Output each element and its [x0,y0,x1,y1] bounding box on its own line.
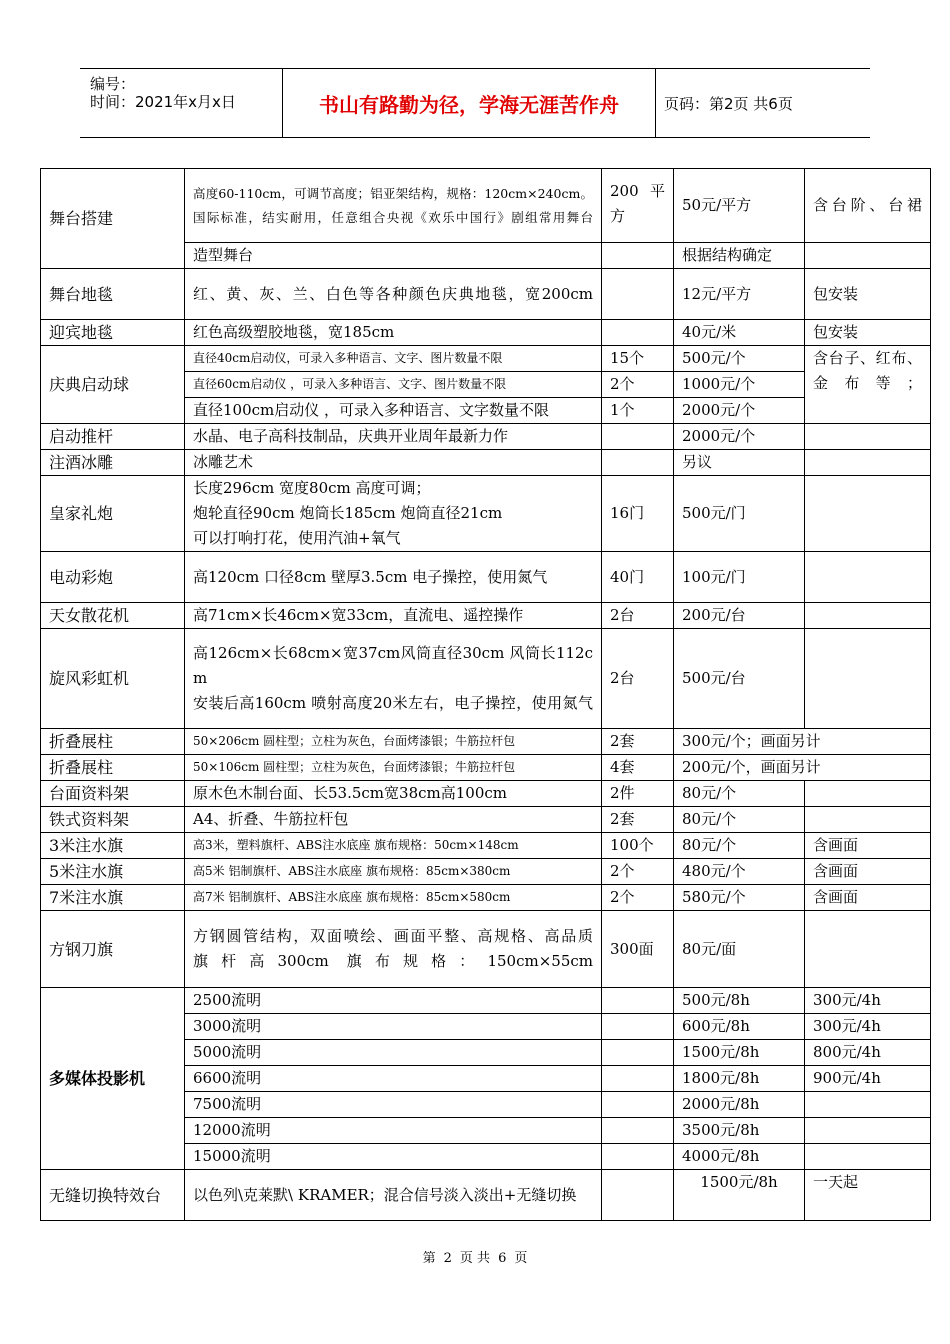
header-motto: 书山有路勤为径，学海无涯苦作舟 [282,69,656,137]
item-note [805,243,931,269]
table-row [41,755,931,781]
item-name: 舞台搭建 [41,169,185,269]
table-row [41,346,931,372]
item-note [805,807,931,833]
item-qty [602,1066,674,1092]
item-price: 另议 [674,450,805,476]
item-name: 3米注水旗 [41,833,185,859]
item-note [805,476,931,552]
item-price: 40元/米 [674,320,805,346]
item-qty: 2个 [602,372,674,398]
table-row [41,807,931,833]
item-desc: 红色高级塑胶地毯，宽185cm [185,320,602,346]
item-name: 庆典启动球 [41,346,185,424]
item-price: 500元/个 [674,346,805,372]
item-desc: 水晶、电子高科技制品，庆典开业周年最新力作 [185,424,602,450]
item-name: 7米注水旗 [41,885,185,911]
item-desc: 12000流明 [185,1118,602,1144]
table-row [41,833,931,859]
item-qty: 1个 [602,398,674,424]
item-price: 50元/平方 [674,169,805,243]
item-qty: 2件 [602,781,674,807]
item-price: 600元/8h [674,1014,805,1040]
item-qty [602,988,674,1014]
item-price: 1000元/个 [674,372,805,398]
item-note [805,552,931,603]
header-page-info: 页码：第2页 共6页 [664,95,793,113]
item-qty [602,269,674,320]
item-price: 80元/面 [674,911,805,988]
desc-line: 可以打响打花，使用汽油+氧气 [193,529,401,547]
desc-line: 高126cm×长68cm×宽37cm风筒直径30cm 风筒长112cm [193,644,593,687]
item-desc: 50×106cm 圆柱型；立柱为灰色，台面烤漆银；牛筋拉杆包 [185,755,602,781]
item-note: 包安装 [805,320,931,346]
item-desc: 6600流明 [185,1066,602,1092]
item-qty: 15个 [602,346,674,372]
item-desc: 冰雕艺术 [185,450,602,476]
item-qty [602,1170,674,1221]
item-price: 500元/台 [674,629,805,729]
item-note [805,603,931,629]
item-desc: 高3米，塑料旗杆、ABS注水底座 旗布规格：50cm×148cm [185,833,602,859]
table-row [41,169,931,243]
item-note [805,424,931,450]
item-qty: 300面 [602,911,674,988]
item-price: 1500元/8h [674,1170,805,1221]
item-desc: 3000流明 [185,1014,602,1040]
item-note: 包安装 [805,269,931,320]
item-qty [602,1040,674,1066]
item-name: 无缝切换特效台 [41,1170,185,1221]
desc-line: 旗杆高300cm 旗布规格：150cm×55cm [193,952,593,970]
item-note [805,781,931,807]
item-note: 含台阶、台裙 [805,169,931,243]
item-note: 300元/4h [805,1014,931,1040]
item-name: 电动彩炮 [41,552,185,603]
table-row [41,781,931,807]
item-price: 2000元/个 [674,424,805,450]
item-name: 铁式资料架 [41,807,185,833]
item-desc: 直径40cm启动仪，可录入多种语言、文字、图片数量不限 [185,346,602,372]
item-qty: 2台 [602,629,674,729]
table-row [41,885,931,911]
item-note: 含画面 [805,885,931,911]
item-qty: 4套 [602,755,674,781]
table-row [41,629,931,729]
footer-page: 2 [443,1251,452,1266]
page-footer [0,1247,950,1266]
item-desc: 高7米 铝制旗杆、ABS注水底座 旗布规格：85cm×580cm [185,885,602,911]
item-qty: 100个 [602,833,674,859]
table-row [41,424,931,450]
item-desc: A4、折叠、牛筋拉杆包 [185,807,602,833]
item-desc [185,476,602,552]
item-price: 2000元/8h [674,1092,805,1118]
item-note: 800元/4h [805,1040,931,1066]
item-price: 根据结构确定 [674,243,805,269]
item-desc: 高5米 铝制旗杆、ABS注水底座 旗布规格：85cm×380cm [185,859,602,885]
item-price: 3500元/8h [674,1118,805,1144]
footer-total: 6 [498,1251,507,1266]
price-table [40,168,931,1221]
item-price: 200元/个，画面另计 [674,755,931,781]
item-price: 500元/8h [674,988,805,1014]
item-name: 皇家礼炮 [41,476,185,552]
item-note: 900元/4h [805,1066,931,1092]
item-price: 80元/个 [674,807,805,833]
item-desc: 直径100cm启动仪 ，可录入多种语言、文字数量不限 [185,398,602,424]
item-qty: 2台 [602,603,674,629]
item-name: 5米注水旗 [41,859,185,885]
table-row [41,269,931,320]
item-price: 580元/个 [674,885,805,911]
desc-line: 长度296cm 宽度80cm 高度可调； [193,479,431,497]
item-name: 天女散花机 [41,603,185,629]
table-row [41,603,931,629]
item-note [805,1144,931,1170]
item-price: 300元/个；画面另计 [674,729,931,755]
item-note [805,450,931,476]
item-price: 12元/平方 [674,269,805,320]
item-desc: 15000流明 [185,1144,602,1170]
item-note: 含台子、红布、金布等； [805,346,931,424]
table-row [41,450,931,476]
table-row [41,729,931,755]
table-row [41,552,931,603]
item-qty: 2套 [602,807,674,833]
item-qty: 16门 [602,476,674,552]
table-row [41,859,931,885]
table-row [41,476,931,552]
desc-line: 方钢圆管结构，双面喷绘、画面平整、高规格、高品质 [193,927,593,945]
table-row [41,988,931,1014]
item-note: 含画面 [805,859,931,885]
item-note [805,629,931,729]
item-qty: 200 平方 [602,169,674,243]
item-note: 含画面 [805,833,931,859]
item-desc: 高度60-110cm，可调节高度；铝亚架结构，规格：120cm×240cm。国际标准，结实耐用，任意组合央视《欢乐中国行》剧组常用舞台 [185,169,602,243]
item-name: 折叠展柱 [41,755,185,781]
item-qty [602,1014,674,1040]
date-label: 时间：2021年x月x日 [90,93,236,111]
item-price: 500元/门 [674,476,805,552]
item-qty [602,320,674,346]
item-name: 启动推杆 [41,424,185,450]
footer-mid: 页 共 [459,1251,491,1266]
item-qty: 2个 [602,885,674,911]
item-qty [602,1092,674,1118]
item-qty: 2个 [602,859,674,885]
item-name: 台面资料架 [41,781,185,807]
footer-suffix: 页 [514,1251,528,1266]
page-header [80,68,870,138]
item-desc: 红、黄、灰、兰、白色等各种颜色庆典地毯，宽200cm [185,269,602,320]
item-note: 300元/4h [805,988,931,1014]
item-price: 200元/台 [674,603,805,629]
item-name: 迎宾地毯 [41,320,185,346]
item-qty: 2套 [602,729,674,755]
header-meta [80,69,282,137]
item-qty [602,1144,674,1170]
item-price: 80元/个 [674,781,805,807]
item-note: 一天起 [805,1170,931,1221]
item-desc: 原木色木制台面、长53.5cm宽38cm高100cm [185,781,602,807]
item-price: 100元/门 [674,552,805,603]
table-row [41,911,931,988]
item-qty [602,424,674,450]
item-note [805,911,931,988]
item-qty [602,243,674,269]
item-price: 1800元/8h [674,1066,805,1092]
item-qty: 40门 [602,552,674,603]
item-price: 2000元/个 [674,398,805,424]
item-name: 舞台地毯 [41,269,185,320]
item-desc: 直径60cm启动仪 ，可录入多种语言、文字、图片数量不限 [185,372,602,398]
item-name: 多媒体投影机 [41,988,185,1170]
item-desc: 2500流明 [185,988,602,1014]
item-desc: 50×206cm 圆柱型；立柱为灰色，台面烤漆银；牛筋拉杆包 [185,729,602,755]
item-price: 4000元/8h [674,1144,805,1170]
item-name: 注酒冰雕 [41,450,185,476]
item-name: 折叠展柱 [41,729,185,755]
item-note [805,1118,931,1144]
item-note [805,1092,931,1118]
item-desc [185,911,602,988]
item-desc [185,629,602,729]
item-price: 80元/个 [674,833,805,859]
table-row [41,320,931,346]
item-desc: 高120cm 口径8cm 壁厚3.5cm 电子操控，使用氮气 [185,552,602,603]
item-desc: 5000流明 [185,1040,602,1066]
item-desc: 高71cm×长46cm×宽33cm，直流电、遥控操作 [185,603,602,629]
footer-prefix: 第 [422,1251,436,1266]
desc-line: 安装后高160cm 喷射高度20米左右，电子操控，使用氮气 [193,694,593,712]
item-desc: 7500流明 [185,1092,602,1118]
item-qty [602,450,674,476]
item-desc: 以色列\克莱默\ KRAMER；混合信号淡入淡出+无缝切换 [185,1170,602,1221]
item-desc: 造型舞台 [185,243,602,269]
item-price: 480元/个 [674,859,805,885]
item-name: 方钢刀旗 [41,911,185,988]
table-row [41,1170,931,1221]
desc-line: 炮轮直径90cm 炮筒长185cm 炮筒直径21cm [193,504,503,522]
item-qty [602,1118,674,1144]
item-name: 旋风彩虹机 [41,629,185,729]
number-label: 编号： [90,75,136,93]
item-price: 1500元/8h [674,1040,805,1066]
